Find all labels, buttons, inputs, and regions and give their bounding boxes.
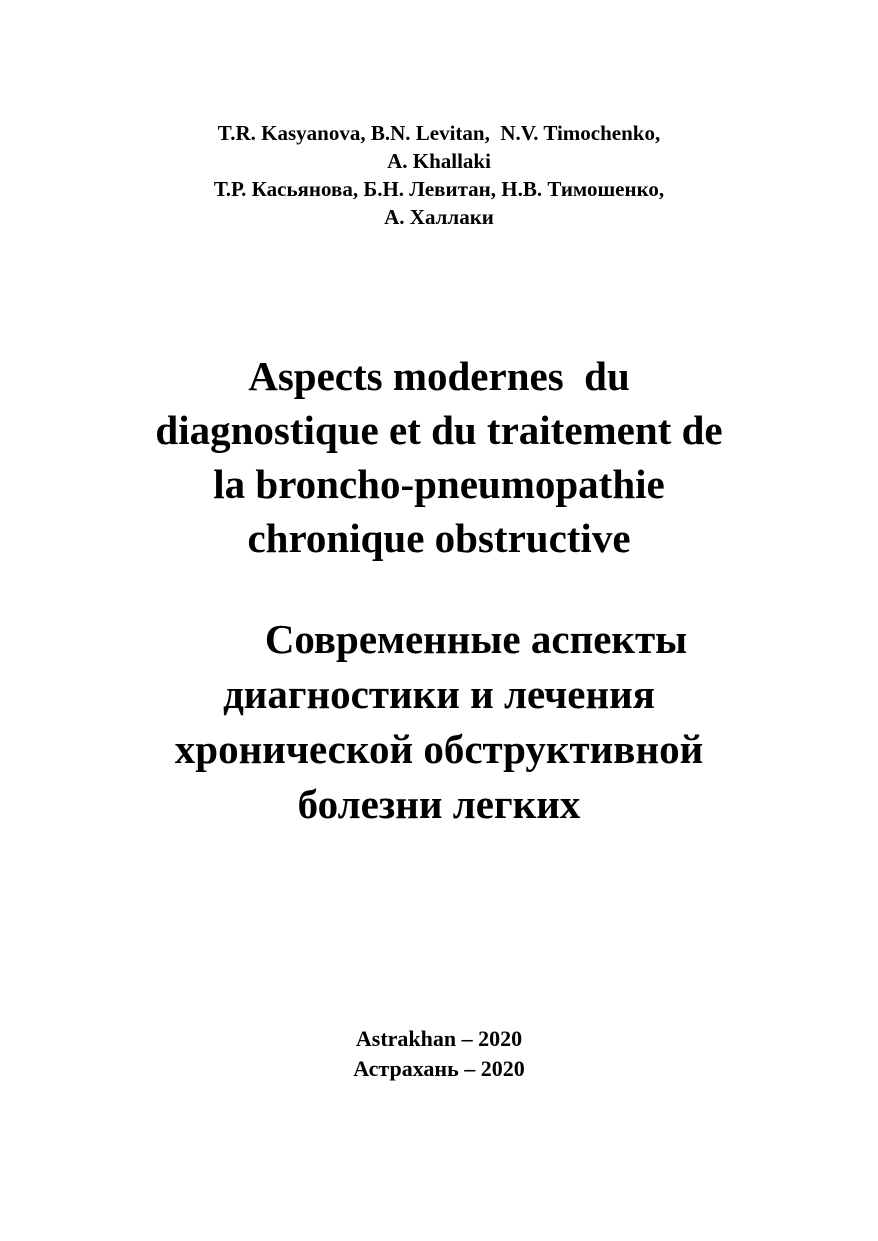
french-title-line-3: la broncho-pneumopathie — [213, 461, 665, 507]
imprint — [0, 1024, 878, 1084]
authors-latin-line-1: T.R. Kasyanova, B.N. Levitan, N.V. Timochenko, — [217, 121, 661, 145]
imprint-latin: Astrakhan – 2020 — [355, 1026, 523, 1051]
russian-title — [0, 612, 878, 832]
french-title-line-1: Aspects modernes du — [248, 353, 630, 399]
imprint-cyrillic: Астрахань – 2020 — [353, 1056, 525, 1081]
author-list — [0, 119, 878, 231]
russian-title-line-4: болезни легких — [297, 781, 581, 827]
authors-latin-line-2: A. Khallaki — [387, 149, 491, 173]
russian-title-line-2: диагностики и лечения — [223, 671, 655, 717]
russian-title-line-3: хронической обструктивной — [174, 726, 704, 772]
russian-title-line-1: Современные аспекты — [264, 616, 688, 662]
french-title-line-4: chronique obstructive — [247, 515, 631, 561]
french-title-line-2: diagnostique et du traitement de — [155, 407, 723, 453]
french-title — [0, 349, 878, 565]
authors-cyrillic-line-2: А. Халлаки — [384, 205, 494, 229]
authors-cyrillic-line-1: Т.Р. Касьянова, Б.Н. Левитан, Н.В. Тимошенко, — [213, 177, 665, 201]
